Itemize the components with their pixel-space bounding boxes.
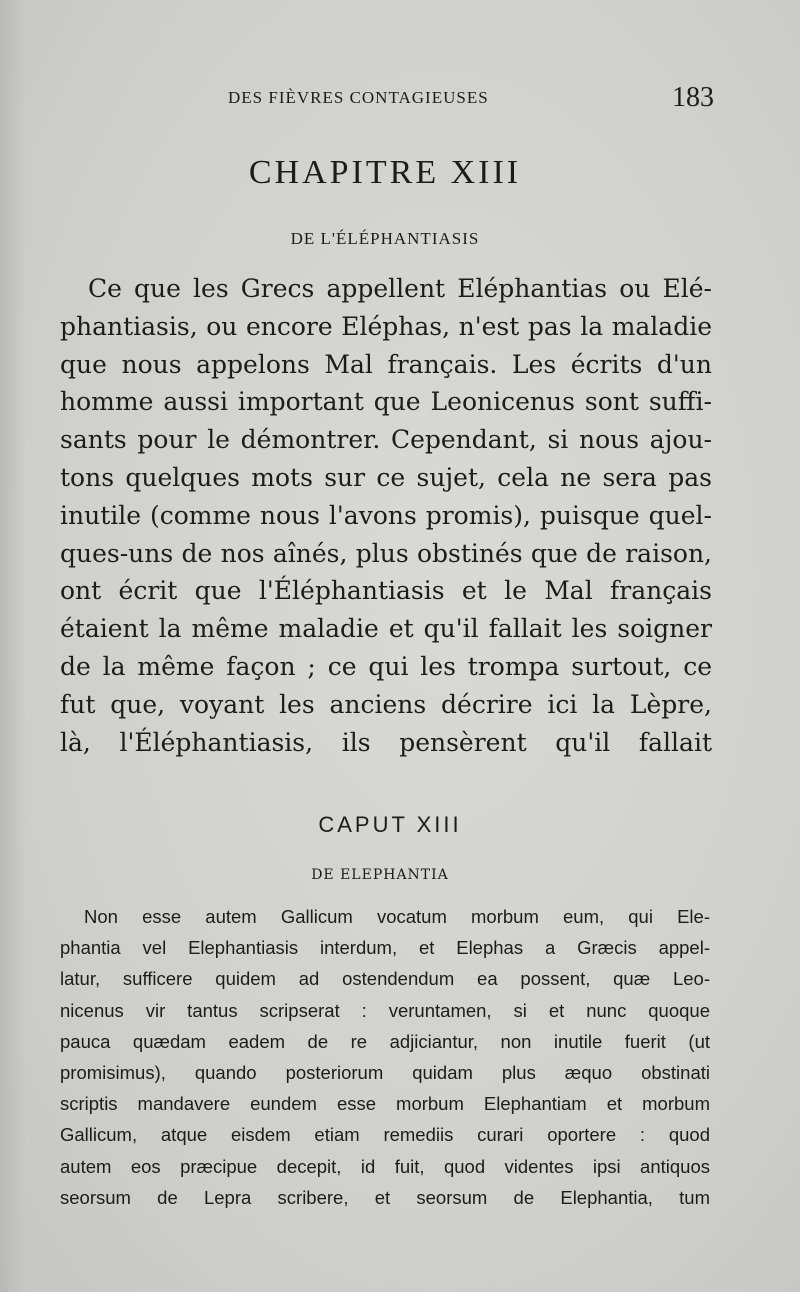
text-line: latur, sufficere quidem ad ostendendum ea possent, quæ Leo- (60, 968, 710, 990)
latin-paragraph (60, 901, 710, 1213)
chapter-title-latin: CAPUT XIII (318, 812, 462, 837)
text-line: sants pour le démontrer. Cependant, si nous ajou- (60, 425, 712, 455)
chapter-title-french: CHAPITRE XIII (248, 154, 522, 191)
chapter-subtitle-french: DE L'ÉLÉPHANTIASIS (290, 229, 480, 248)
text-line: nicenus vir tantus scripserat : veruntamen, si et nunc quoque (60, 999, 710, 1021)
text-line: homme aussi important que Leonicenus sont suffi- (60, 387, 712, 417)
text-line: phantia vel Elephantiasis interdum, et Elephas a Græcis appel- (60, 937, 710, 959)
page-number: 183 (672, 82, 714, 113)
french-paragraph (60, 270, 712, 761)
text-line: promisimus), quando posteriorum quidam plus æquo obstinati (60, 1062, 710, 1084)
chapter-subtitle-latin: DE ELEPHANTIA (311, 867, 449, 883)
text-line: étaient la même maladie et qu'il fallait les soigner (60, 614, 712, 644)
text-line: phantiasis, ou encore Eléphas, n'est pas la maladie (60, 311, 712, 341)
text-line: là, l'Éléphantiasis, ils pensèrent qu'il fallait (60, 727, 712, 757)
text-line: autem eos præcipue decepit, id fuit, quod videntes ipsi antiquos (60, 1155, 710, 1177)
text-line: inutile (comme nous l'avons promis), puisque quel- (60, 500, 712, 530)
text-line: Ce que les Grecs appellent Eléphantias ou Elé- (88, 274, 712, 303)
text-line: tons quelques mots sur ce sujet, cela ne sera pas (60, 462, 712, 492)
running-title: DES FIÈVRES CONTAGIEUSES (228, 88, 489, 107)
text-line: pauca quædam eadem de re adjiciantur, non inutile fuerit (ut (60, 1030, 710, 1052)
text-line: ont écrit que l'Éléphantiasis et le Mal français (60, 576, 712, 606)
text-line: ques-uns de nos aînés, plus obstinés que de raison, (60, 538, 712, 568)
text-line: scriptis mandavere eundem esse morbum Elephantiam et morbum (60, 1093, 710, 1115)
text-line: Non esse autem Gallicum vocatum morbum eum, qui Ele- (84, 906, 710, 927)
text-line: de la même façon ; ce qui les trompa surtout, ce (60, 651, 712, 681)
running-head (0, 82, 800, 116)
text-line: que nous appelons Mal français. Les écrits d'un (60, 349, 712, 379)
text-line: fut que, voyant les anciens décrire ici la Lèpre, (60, 689, 712, 719)
text-line: Gallicum, atque eisdem etiam remediis curari oportere : quod (60, 1124, 710, 1146)
text-line: seorsum de Lepra scribere, et seorsum de Elephantia, tum (60, 1186, 710, 1208)
